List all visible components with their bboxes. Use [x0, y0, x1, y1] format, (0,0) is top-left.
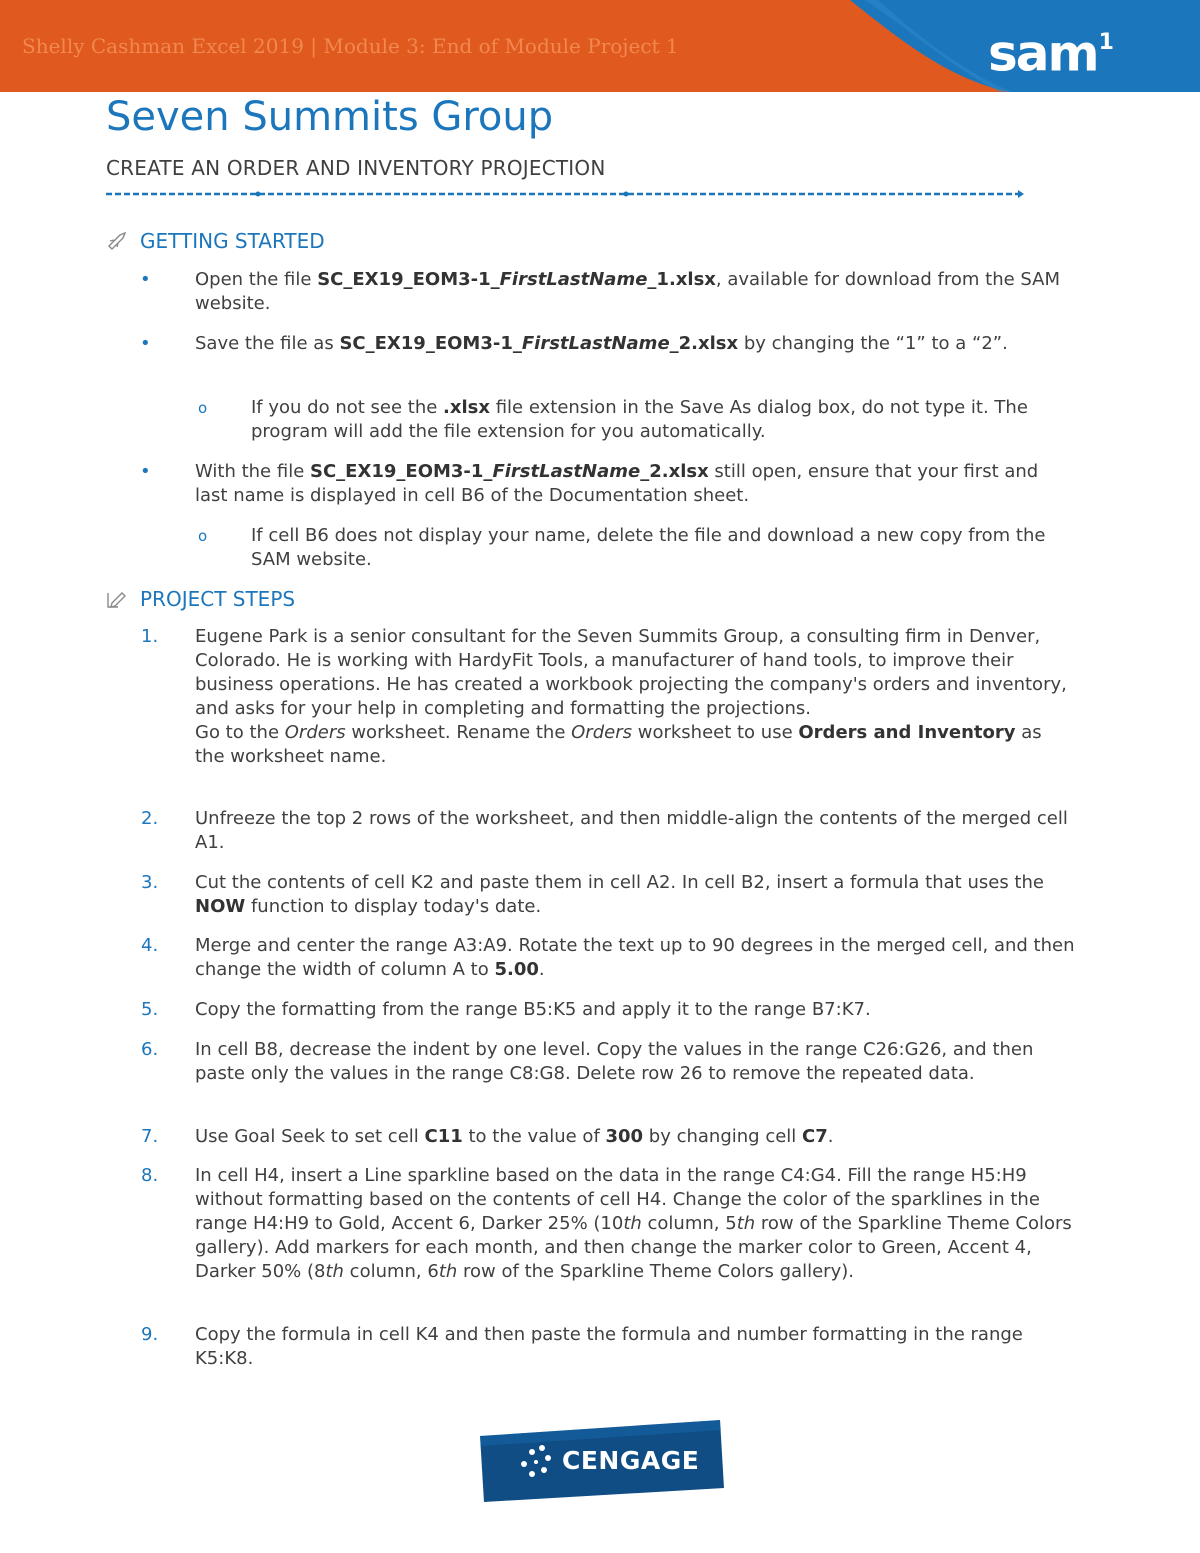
rocket-icon: [106, 231, 128, 251]
dashed-divider: [106, 188, 1026, 200]
getting-started-item-1: Open the file SC_EX19_EOM3-1_FirstLastName_1.xlsx, available for download from the SAM website.: [195, 269, 1061, 314]
getting-started-item-3: With the file SC_EX19_EOM3-1_FirstLastName_2.xlsx still open, ensure that your first and last name is displayed in cell B6 of the Documentation sheet.: [195, 461, 1039, 506]
step-5: Copy the formatting from the range B5:K5 and apply it to the range B7:K7.: [195, 999, 871, 1020]
bullet-marker: •: [140, 461, 151, 482]
step-8: In cell H4, insert a Line sparkline based on the data in the range C4:G4. Fill the range H5:H9 without formatting based on the contents of cell H4. Change the color of the sparklines in the range H4:H9 to Gold, Accent 6, Darker 25% (10th column, 5th row of the Sparkline Theme Colors gallery). Add markers for each month, and then change the marker color to Green, Accent 4, Darker 50% (8th column, 6th row of the Sparkline Theme Colors gallery).: [195, 1165, 1072, 1282]
step-number: 1.: [141, 626, 159, 647]
page-title: Seven Summits Group: [106, 94, 554, 140]
step-number: 9.: [141, 1324, 159, 1345]
step-6: In cell B8, decrease the indent by one level. Copy the values in the range C26:G26, and then paste only the values in the range C8:G8. Delete row 26 to remove the repeated data.: [195, 1039, 1034, 1084]
bullet-marker: •: [140, 333, 151, 354]
step-number: 2.: [141, 808, 159, 829]
step-number: 7.: [141, 1126, 159, 1147]
getting-started-heading: GETTING STARTED: [106, 229, 325, 253]
step-9: Copy the formula in cell K4 and then paste the formula and number formatting in the range K5:K8.: [195, 1324, 1023, 1369]
step-7: Use Goal Seek to set cell C11 to the value of 300 by changing cell C7.: [195, 1126, 834, 1147]
sam-logo: sam$^1$: [988, 24, 1112, 83]
cengage-logo-text: CENGAGE: [562, 1446, 700, 1475]
sub-bullet-marker: o: [198, 527, 208, 545]
bullet-marker: •: [140, 269, 151, 290]
step-1: Eugene Park is a senior consultant for the Seven Summits Group, a consulting firm in Denver, Colorado. He is working with HardyFit Tools, a manufacturer of hand tools, to improve their business operations. He has created a workbook projecting the company's orders and inventory, and asks for your help in completing and formatting the projections. Go to the Orders worksheet. Rename the Orders worksheet to use Orders and Inventory as the worksheet name.: [195, 626, 1067, 767]
page-subtitle: CREATE AN ORDER AND INVENTORY PROJECTION: [106, 156, 606, 180]
page-header: [0, 0, 1200, 92]
getting-started-subitem-2: If cell B6 does not display your name, delete the file and download a new copy from the SAM website.: [251, 525, 1046, 570]
sub-bullet-marker: o: [198, 399, 208, 417]
step-number: 8.: [141, 1165, 159, 1186]
getting-started-item-2: Save the file as SC_EX19_EOM3-1_FirstLastName_2.xlsx by changing the “1” to a “2”.: [195, 333, 1008, 354]
step-2: Unfreeze the top 2 rows of the worksheet, and then middle-align the contents of the merged cell A1.: [195, 808, 1068, 853]
step-3: Cut the contents of cell K2 and paste them in cell A2. In cell B2, insert a formula that uses the NOW function to display today's date.: [195, 872, 1044, 917]
step-number: 4.: [141, 935, 159, 956]
step-number: 3.: [141, 872, 159, 893]
course-line: Shelly Cashman Excel 2019 | Module 3: End of Module Project 1: [22, 34, 679, 58]
step-number: 6.: [141, 1039, 159, 1060]
steps-icon: [106, 589, 128, 609]
getting-started-subitem-1: If you do not see the .xlsx file extension in the Save As dialog box, do not type it. The program will add the file extension for you automatically.: [251, 397, 1028, 442]
step-4: Merge and center the range A3:A9. Rotate the text up to 90 degrees in the merged cell, and then change the width of column A to 5.00.: [195, 935, 1075, 980]
step-number: 5.: [141, 999, 159, 1020]
project-steps-heading: PROJECT STEPS: [106, 587, 295, 611]
